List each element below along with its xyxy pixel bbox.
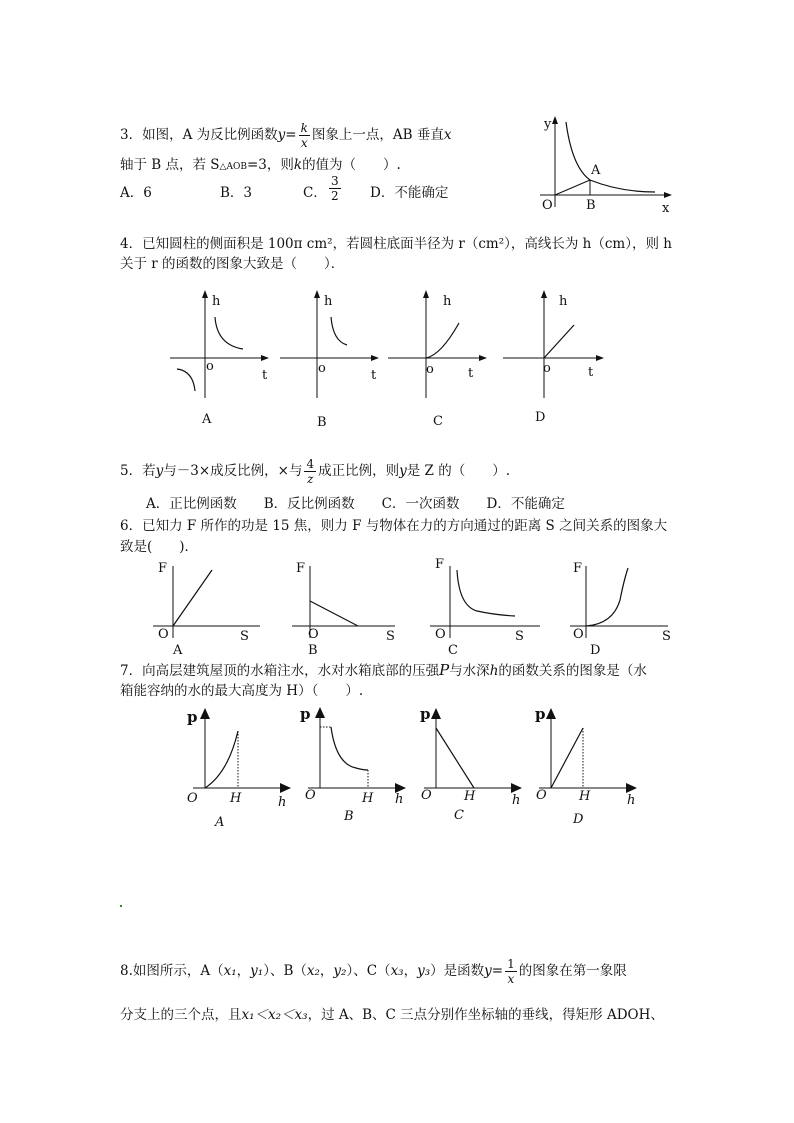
q3-line2: [120, 155, 401, 177]
q3-option-d: D．不能确定: [370, 185, 449, 201]
q4-line2: 关于 r 的函数的图象大致是（ ）．: [120, 256, 345, 272]
q6-b-O: O: [308, 627, 319, 642]
q4-d-o: o: [543, 361, 551, 376]
q3-option-c-den: 2: [331, 189, 339, 203]
q6-line1: 6．已知力 F 所作的功是 15 焦，则力 F 与物体在力的方向通过的距离 S 之间关系的图象大: [120, 518, 668, 534]
q7-c-label: C: [454, 808, 464, 823]
q4-c-h: h: [443, 294, 452, 309]
q7-text-b: 与水深: [449, 663, 490, 679]
q3-fig-x: x: [662, 201, 670, 216]
q7-graph-b: [298, 700, 413, 825]
q7-graph-d: [533, 703, 648, 828]
q7-a-h: h: [278, 795, 287, 810]
q8-text-g: ，过 A、B、C 三点分别作坐标轴的垂线，得矩形 ADOH、: [307, 1007, 664, 1023]
q6-d-F: F: [573, 561, 583, 576]
q7-P: P: [439, 661, 450, 679]
q3-fig-y: y: [544, 117, 552, 132]
q3-text-b: 图象上一点，AB 垂直: [311, 127, 444, 143]
q4-graph-b: [275, 283, 385, 428]
q5-text-c: 成正比例，则: [318, 463, 400, 479]
q3-frac-den: x: [300, 135, 308, 150]
q6-line2: 致是( )．: [120, 539, 199, 555]
q6-d-label: D: [590, 643, 601, 658]
q8-text-a: 8.如图所示，A（: [120, 963, 224, 979]
q6-graph-a: [148, 558, 268, 658]
q8-text-f: 分支上的三个点，且: [120, 1007, 242, 1023]
q3-x2: x: [443, 127, 452, 143]
q4-b-h: h: [324, 294, 333, 309]
q8-y: y: [484, 963, 492, 979]
q3-text-a: 3．如图，A 为反比例函数: [120, 127, 278, 143]
q5-text-d: 是 Z 的（ ）.: [406, 463, 510, 479]
q3-option-c-frac: [329, 175, 341, 202]
q3-eq: =: [285, 127, 297, 143]
q4-a-o: o: [206, 359, 214, 374]
q8-c1: ，: [236, 963, 251, 979]
q6-c-S: S: [515, 629, 524, 644]
q8-fraction: [505, 958, 517, 985]
q8-x2: x₂: [306, 963, 320, 979]
q8-y1: y₁: [250, 963, 264, 979]
q8-x1: x₁: [223, 963, 237, 979]
q6-a-F: F: [158, 561, 168, 576]
q8-x3: x₃: [390, 963, 404, 979]
q7-c-O: O: [421, 788, 432, 803]
q7-text-a: 7．向高层建筑屋顶的水箱注水，水对水箱底部的压强: [120, 663, 440, 679]
q3-options: [120, 175, 480, 207]
q5-y2: y: [399, 463, 407, 479]
q6-a-O: O: [158, 627, 169, 642]
q3-y: y: [277, 127, 286, 143]
q7-d-H: H: [579, 789, 591, 804]
q3-fig-B: B: [586, 198, 596, 213]
q6-d-O: O: [573, 627, 584, 642]
q5-text-b: 与－3×成反比例，×与: [163, 463, 303, 479]
q6-c-O: O: [435, 627, 446, 642]
q6-graph-c: [425, 558, 545, 658]
q7-d-h: h: [627, 793, 636, 808]
q5-frac-num: 4: [306, 456, 315, 471]
q3-fig-O: O: [542, 198, 553, 213]
q3-option-b: B．3: [220, 185, 253, 201]
q3-option-a: A．6: [120, 185, 152, 201]
q6-b-S: S: [386, 629, 395, 644]
q8-frac-den: x: [507, 971, 515, 986]
q3-sub: △AOB: [219, 162, 247, 172]
q5-y: y: [155, 463, 164, 479]
q3-line1: [120, 120, 451, 150]
q8-line2: [120, 1005, 664, 1025]
q8-text-c: ）、C（: [346, 963, 391, 979]
q3-text-e: 的值为（ ）.: [302, 157, 401, 173]
q8-y2: y₂: [333, 963, 347, 979]
q5-fraction: [304, 458, 316, 485]
stray-dot: [120, 905, 122, 907]
q4-graph-c: [383, 283, 493, 428]
q3-frac-num: k: [300, 120, 308, 135]
q7-text-c: 的函数关系的图象是（水: [498, 663, 647, 679]
q4-b-t: t: [371, 368, 377, 383]
q7-a-p: p: [187, 708, 198, 726]
q8-y3: y₃: [417, 963, 431, 979]
q5-options: A．正比例函数 B．反比例函数 C．一次函数 D．不能确定: [146, 496, 565, 512]
q7-graph-c: [418, 703, 533, 828]
q7-b-h: h: [395, 792, 404, 807]
q3-fraction: [299, 122, 310, 149]
q7-c-h: h: [512, 793, 521, 808]
q7-b-H: H: [362, 791, 374, 806]
q6-b-label: B: [308, 643, 318, 658]
q4-graph-a: [165, 283, 275, 428]
q4-b-label: B: [317, 415, 327, 428]
q8-text-b: ）、B（: [263, 963, 307, 979]
q4-d-t: t: [588, 365, 594, 380]
q6-graph-d: [568, 558, 683, 658]
q6-b-F: F: [296, 561, 306, 576]
q8-frac-num: 1: [507, 956, 515, 971]
q8-line1: [120, 952, 627, 990]
q3-k2: k: [293, 157, 303, 173]
q3-text-d: =3，则: [246, 157, 294, 173]
q4-a-t: t: [262, 368, 268, 383]
q7-d-p: p: [535, 705, 546, 723]
q7-b-p: p: [300, 705, 311, 723]
q7-a-label: A: [215, 815, 225, 828]
q4-a-label: A: [202, 412, 212, 427]
q7-a-H: H: [230, 791, 242, 806]
q8-ineq: x₁＜x₂＜x₃: [241, 1007, 308, 1023]
q8-c2: ，: [319, 963, 334, 979]
q5-line1: [120, 452, 510, 490]
q7-line1: [120, 660, 647, 681]
q8-text-e: 的图象在第一象限: [518, 963, 627, 979]
q7-graph-a: [183, 703, 298, 828]
q4-b-o: o: [318, 361, 326, 376]
q6-a-S: S: [240, 629, 249, 644]
q6-c-F: F: [435, 558, 445, 572]
q3-figure: [530, 112, 675, 217]
q5-text-a: 5．若: [120, 463, 156, 479]
q7-b-O: O: [305, 788, 316, 803]
q4-a-h: h: [212, 294, 221, 309]
q7-a-O: O: [187, 791, 198, 806]
q4-c-t: t: [468, 366, 474, 381]
q7-d-label: D: [573, 812, 584, 827]
q7-c-H: H: [464, 789, 476, 804]
q7-d-O: O: [536, 788, 547, 803]
q7-c-p: p: [420, 705, 431, 723]
q5-frac-den: z: [307, 471, 314, 486]
q3-option-c: C．: [303, 185, 327, 201]
q8-text-d: ）是函数: [430, 963, 485, 979]
q7-h: h: [489, 663, 499, 679]
q8-eq: =: [491, 963, 504, 979]
q6-graph-b: [290, 558, 410, 658]
q4-d-h: h: [559, 294, 568, 309]
q3-text-c: 轴于 B 点，若 S: [120, 157, 220, 173]
q6-a-label: A: [173, 643, 183, 658]
q4-line1: 4．已知圆柱的侧面积是 100π cm²，若圆柱底面半径为 r（cm²），高线长为 h（cm），则 h: [120, 236, 672, 252]
q4-graph-d: [500, 283, 610, 428]
q6-c-label: C: [448, 643, 458, 658]
q4-c-o: o: [426, 362, 434, 377]
q3-fig-A: A: [591, 163, 601, 178]
q6-d-S: S: [662, 629, 671, 644]
q7-b-label: B: [344, 809, 354, 824]
q7-line2: 箱能容纳的水的最大高度为 H）（ ）.: [120, 683, 364, 699]
q8-c3: ，: [403, 963, 418, 979]
q4-c-label: C: [433, 414, 443, 428]
q3-option-c-num: 3: [331, 174, 339, 188]
q4-d-label: D: [535, 410, 546, 425]
